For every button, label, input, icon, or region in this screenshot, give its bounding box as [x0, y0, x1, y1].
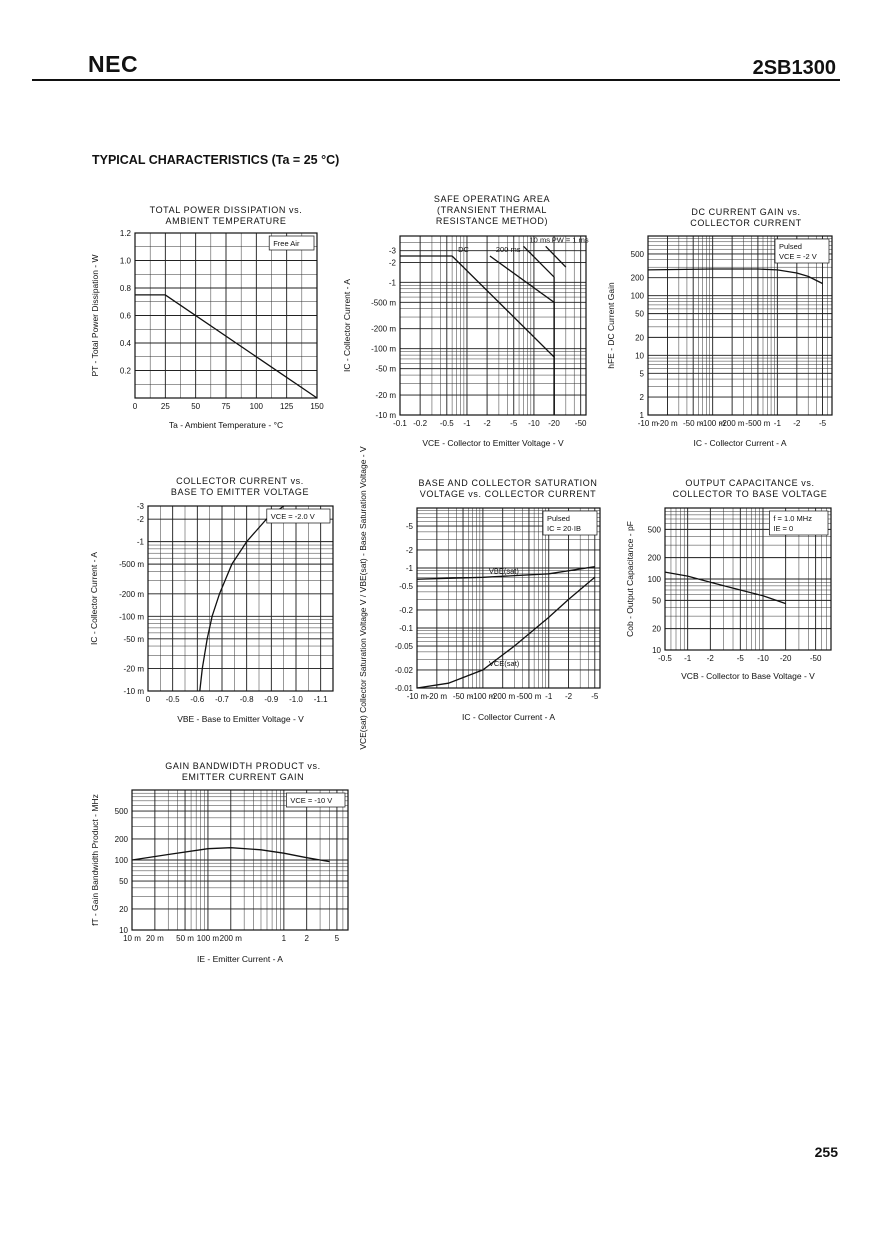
x-tick-label: -1.0 [289, 695, 303, 704]
x-tick-label: -0.1 [393, 419, 407, 428]
x-tick-label: 200 m [219, 934, 242, 943]
x-tick-label: -1 [684, 654, 692, 663]
x-tick-label: 100 [249, 402, 264, 411]
x-tick-label: 100 m [196, 934, 220, 943]
y-tick-label: -2 [136, 515, 144, 525]
y-tick-label: -50 m [375, 364, 396, 374]
x-tick-label: 125 [279, 402, 294, 411]
y-tick-label: -100 m [371, 344, 396, 354]
y-tick-label: 5 [639, 369, 644, 379]
y-tick-label: 1 [639, 411, 644, 420]
x-tick-label: -100 m [470, 692, 496, 701]
series-label: PW = 1 ms [551, 235, 589, 245]
x-tick-label: 10 m [123, 934, 141, 943]
y-axis-label: IC - Collector Current - A [89, 551, 99, 646]
chart-soa [342, 194, 589, 448]
x-tick-label: 25 [160, 402, 170, 411]
chart-title: VOLTAGE vs. COLLECTOR CURRENT [419, 489, 597, 499]
y-tick-label: -10 m [375, 411, 396, 420]
y-tick-label: -10 m [123, 687, 144, 696]
y-tick-label: 200 [630, 273, 644, 283]
x-tick-label: 1 [281, 934, 287, 943]
y-tick-label: 100 [114, 856, 128, 865]
y-tick-label: 10 [652, 646, 661, 655]
y-tick-label: -0.01 [394, 684, 413, 693]
annotation-text: IC = 20·IB [547, 524, 581, 533]
x-tick-label: -10 m [406, 692, 428, 701]
y-tick-label: -1 [136, 537, 144, 547]
x-tick-label: 50 [191, 402, 201, 411]
series-line-pw-1-ms [546, 246, 566, 267]
y-tick-label: 0.6 [119, 311, 131, 321]
y-tick-label: -2 [405, 545, 413, 555]
y-tick-label: 100 [647, 575, 661, 584]
y-tick-label: -0.5 [399, 582, 413, 592]
chart-title: GAIN BANDWIDTH PRODUCT vs. [165, 761, 321, 771]
x-tick-label: -2 [565, 692, 573, 701]
annotation-text: Pulsed [779, 242, 802, 251]
y-tick-label: -0.05 [394, 642, 413, 652]
y-tick-label: -1 [388, 278, 396, 288]
x-tick-label: 75 [221, 402, 231, 411]
x-tick-label: -0.5 [439, 419, 454, 428]
y-tick-label: 20 [652, 624, 661, 634]
chart-title: TOTAL POWER DISSIPATION vs. [149, 205, 303, 215]
x-axis-label: IE - Emitter Current - A [197, 954, 283, 964]
x-tick-label: -50 m [452, 692, 474, 701]
series-label: VBE(sat) [488, 566, 519, 576]
x-tick-label: -1 [773, 419, 781, 428]
x-tick-label: -50 [809, 654, 822, 663]
annotation-text: f = 1.0 MHz [773, 514, 812, 523]
x-tick-label: -0.8 [239, 695, 254, 704]
x-axis-label: VCB - Collector to Base Voltage - V [681, 671, 815, 681]
x-tick-label: 50 m [176, 934, 194, 943]
x-tick-label: -1 [463, 419, 471, 428]
x-axis-label: VCE - Collector to Emitter Voltage - V [422, 438, 564, 448]
y-axis-label: IC - Collector Current - A [342, 278, 352, 373]
series-line-0 [665, 572, 786, 604]
x-tick-label: -5 [818, 419, 827, 428]
x-tick-label: -5 [591, 692, 599, 701]
x-tick-label: -50 [574, 419, 587, 428]
chart-title: RESISTANCE METHOD) [435, 216, 549, 226]
x-tick-label: -20 [548, 419, 560, 428]
y-tick-label: 0.4 [119, 339, 131, 348]
chart-title: AMBIENT TEMPERATURE [165, 216, 287, 226]
series-label: 200 ms [495, 244, 521, 254]
y-tick-label: 0.2 [119, 366, 131, 376]
x-tick-label: -10 [757, 654, 769, 663]
y-axis-label: hFE - DC Current Gain [606, 282, 616, 369]
y-tick-label: -0.2 [399, 605, 413, 615]
x-axis-label: IC - Collector Current - A [461, 712, 556, 722]
chart-hfe [606, 207, 832, 448]
x-tick-label: -10 [528, 419, 540, 428]
y-tick-label: 50 [652, 596, 661, 606]
chart-sat [358, 446, 600, 750]
x-tick-label: -5 [510, 419, 518, 428]
x-tick-label: -1 [545, 692, 553, 701]
y-tick-label: -200 m [371, 324, 396, 334]
series-line-0 [648, 269, 823, 284]
chart-cob [625, 478, 831, 681]
x-tick-label: -20 m [426, 692, 448, 701]
x-tick-label: -20 m [657, 419, 678, 428]
annotation-text: VCE = -10 V [290, 796, 333, 805]
y-tick-label: -200 m [119, 589, 144, 599]
y-tick-label: -0.1 [399, 624, 413, 633]
y-axis-label: PT - Total Power Dissipation - W [90, 254, 100, 377]
series-label: 10 ms [529, 235, 550, 245]
chart-title: DC CURRENT GAIN vs. [691, 207, 801, 217]
x-axis-label: IC - Collector Current - A [693, 438, 787, 448]
y-axis-label: VCE(sat) Collector Saturation Voltage V / VBE(sat) - Base Saturation Voltage - V [358, 446, 368, 750]
x-tick-label: -0.5 [658, 654, 672, 663]
y-tick-label: -20 m [123, 664, 144, 674]
x-tick-label: 2 [304, 934, 309, 943]
chart-title: EMITTER CURRENT GAIN [181, 772, 305, 782]
y-tick-label: -500 m [119, 560, 144, 570]
chart-title: COLLECTOR TO BASE VOLTAGE [672, 489, 828, 499]
x-tick-label: -2 [706, 654, 714, 663]
y-tick-label: 1.0 [119, 256, 131, 266]
y-axis-label: Cob - Output Capacitance - pF [625, 521, 635, 637]
series-label: DC [458, 244, 469, 254]
chart-ft [90, 761, 348, 964]
chart-ic_vbe [89, 476, 333, 724]
y-tick-label: 200 [647, 553, 661, 563]
annotation-text: VCE = -2.0 V [270, 512, 315, 521]
y-tick-label: 200 [114, 834, 128, 844]
x-tick-label: -100 m [700, 419, 726, 428]
chart-title: BASE TO EMITTER VOLTAGE [170, 487, 310, 497]
x-tick-label: -2 [793, 419, 801, 428]
chart-title: (TRANSIENT THERMAL [437, 205, 547, 215]
y-tick-label: -2 [388, 258, 396, 268]
chart-title: COLLECTOR CURRENT [690, 218, 802, 228]
y-tick-label: 10 [635, 351, 644, 361]
y-axis-label: fT - Gain Bandwidth Product - MHz [90, 794, 100, 926]
x-tick-label: 20 m [145, 934, 164, 943]
plot-frame [148, 506, 333, 691]
x-tick-label: -0.2 [413, 419, 428, 428]
x-tick-label: -0.5 [165, 695, 180, 704]
x-tick-label: 5 [334, 934, 340, 943]
y-tick-label: 500 [114, 807, 128, 817]
annotation-text: VCE = -2 V [779, 252, 817, 261]
x-tick-label: 0 [132, 402, 138, 411]
y-tick-label: 1.2 [119, 229, 131, 238]
y-tick-label: 100 [630, 291, 644, 301]
chart-title: COLLECTOR CURRENT vs. [176, 476, 304, 486]
y-tick-label: -50 m [123, 634, 144, 644]
y-tick-label: -100 m [119, 612, 144, 622]
plot-frame [400, 236, 586, 415]
y-tick-label: 10 [119, 926, 128, 935]
chart-title: SAFE OPERATING AREA [433, 194, 551, 204]
chart-title: OUTPUT CAPACITANCE vs. [685, 478, 815, 488]
y-tick-label: -20 m [375, 391, 396, 401]
x-axis-label: Ta - Ambient Temperature - °C [168, 420, 284, 430]
annotation-text: Pulsed [547, 514, 570, 523]
y-tick-label: -1 [405, 564, 413, 573]
y-tick-label: 500 [630, 249, 644, 259]
x-tick-label: -1.1 [313, 695, 328, 704]
page-number: 255 [814, 1144, 838, 1160]
x-tick-label: 0 [145, 695, 151, 704]
x-tick-label: -5 [736, 654, 744, 663]
y-tick-label: 2 [639, 393, 644, 403]
x-tick-label: -20 [779, 654, 792, 663]
annotation-text: IE = 0 [773, 524, 794, 533]
y-tick-label: 50 [119, 877, 128, 887]
chart-power [90, 205, 324, 430]
annotation-text: Free Air [273, 239, 300, 248]
x-tick-label: -50 m [682, 419, 704, 428]
y-tick-label: 20 [635, 333, 644, 343]
y-tick-label: -3 [136, 502, 144, 511]
x-tick-label: -200 m [719, 419, 745, 428]
x-tick-label: 150 [310, 402, 324, 411]
y-tick-label: 20 [119, 904, 128, 914]
section-title: TYPICAL CHARACTERISTICS (Ta = 25 °C) [92, 153, 340, 167]
y-tick-label: -5 [405, 522, 413, 532]
x-tick-label: -200 m [490, 692, 516, 701]
y-tick-label: -0.02 [394, 665, 413, 675]
chart-title: BASE AND COLLECTOR SATURATION [418, 478, 598, 488]
series-line-200-ms [490, 256, 554, 415]
part-number: 2SB1300 [752, 57, 836, 79]
x-tick-label: -2 [483, 419, 491, 428]
x-tick-label: -500 m [745, 419, 771, 428]
y-tick-label: 0.8 [119, 284, 131, 293]
x-tick-label: -0.7 [215, 695, 229, 704]
y-tick-label: -3 [388, 246, 396, 256]
x-tick-label: -0.6 [190, 695, 205, 704]
y-tick-label: 500 [647, 525, 661, 535]
series-label: VCE(sat) [488, 658, 520, 668]
x-tick-label: -0.9 [264, 695, 279, 704]
x-axis-label: VBE - Base to Emitter Voltage - V [177, 714, 304, 724]
x-tick-label: -10 m [637, 419, 659, 428]
y-tick-label: 50 [635, 309, 644, 319]
x-tick-label: -500 m [516, 692, 542, 701]
nec-logo: NEC [88, 51, 139, 77]
y-tick-label: -500 m [371, 298, 396, 308]
